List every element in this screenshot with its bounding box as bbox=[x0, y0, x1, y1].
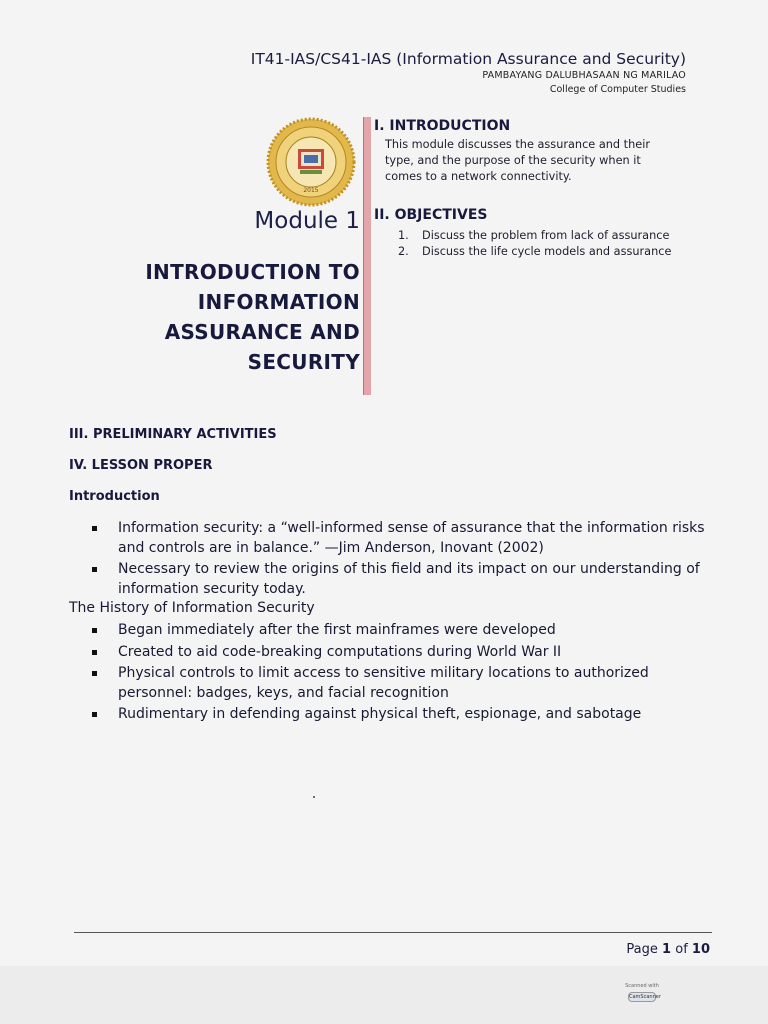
accent-divider-bar bbox=[364, 117, 371, 395]
module-number: Module 1 bbox=[254, 208, 360, 234]
badge-caption: Scanned with bbox=[625, 983, 659, 989]
bullet-square-icon bbox=[92, 567, 97, 572]
seal-year: 2015 bbox=[303, 187, 319, 194]
school-seal-logo bbox=[266, 117, 356, 207]
camscanner-logo-icon: CamScanner bbox=[629, 994, 661, 1000]
school-name: PAMBAYANG DALUBHASAAN NG MARILAO bbox=[482, 70, 686, 81]
camscanner-badge bbox=[625, 983, 659, 1013]
objective-item: 2. Discuss the life cycle models and assurance bbox=[398, 245, 672, 258]
introduction-text: This module discusses the assurance and their type, and the purpose of the security when it comes to a network connectivity. bbox=[385, 138, 650, 183]
module-title-line: ASSURANCE AND bbox=[164, 320, 360, 344]
course-title: IT41-IAS/CS41-IAS (Information Assurance and Security) bbox=[250, 50, 686, 68]
module-title bbox=[145, 257, 360, 377]
bullet-square-icon bbox=[92, 628, 97, 633]
list-item: Rudimentary in defending against physical theft, espionage, and sabotage bbox=[92, 705, 712, 725]
preliminary-heading: III. PRELIMINARY ACTIVITIES bbox=[69, 427, 277, 442]
footer-rule bbox=[74, 932, 712, 933]
list-item: Necessary to review the origins of this field and its impact on our understanding of information security today. bbox=[92, 560, 712, 599]
speck bbox=[313, 796, 315, 798]
objectives-heading: II. OBJECTIVES bbox=[374, 207, 488, 223]
history-heading: The History of Information Security bbox=[69, 600, 315, 616]
objectives-list bbox=[398, 228, 671, 260]
bullet-square-icon bbox=[92, 650, 97, 655]
bullet-square-icon bbox=[92, 526, 97, 531]
bullet-square-icon bbox=[92, 712, 97, 717]
module-title-line: SECURITY bbox=[247, 350, 360, 374]
bullet-square-icon bbox=[92, 671, 97, 676]
page-number: Page 1 of 10 bbox=[626, 942, 710, 957]
intro-subheading: Introduction bbox=[69, 489, 160, 504]
history-bullet-list bbox=[92, 621, 712, 727]
list-item: Information security: a “well-informed sense of assurance that the information risks and controls are in balance.” —Jim Anderson, Inovant (2002) bbox=[92, 519, 712, 558]
intro-bullet-list bbox=[92, 519, 712, 601]
list-item: Created to aid code-breaking computations during World War II bbox=[92, 643, 712, 663]
module-title-line: INTRODUCTION TO bbox=[145, 260, 360, 284]
list-item: Began immediately after the first mainframes were developed bbox=[92, 621, 712, 641]
college-name: College of Computer Studies bbox=[549, 84, 686, 95]
introduction-heading: I. INTRODUCTION bbox=[374, 118, 511, 134]
module-title-line: INFORMATION bbox=[197, 290, 360, 314]
list-item: Physical controls to limit access to sensitive military locations to authorized personnel: badges, keys, and facial recognition bbox=[92, 664, 712, 703]
objective-item: 1. Discuss the problem from lack of assurance bbox=[398, 229, 670, 242]
lesson-heading: IV. LESSON PROPER bbox=[69, 458, 213, 473]
